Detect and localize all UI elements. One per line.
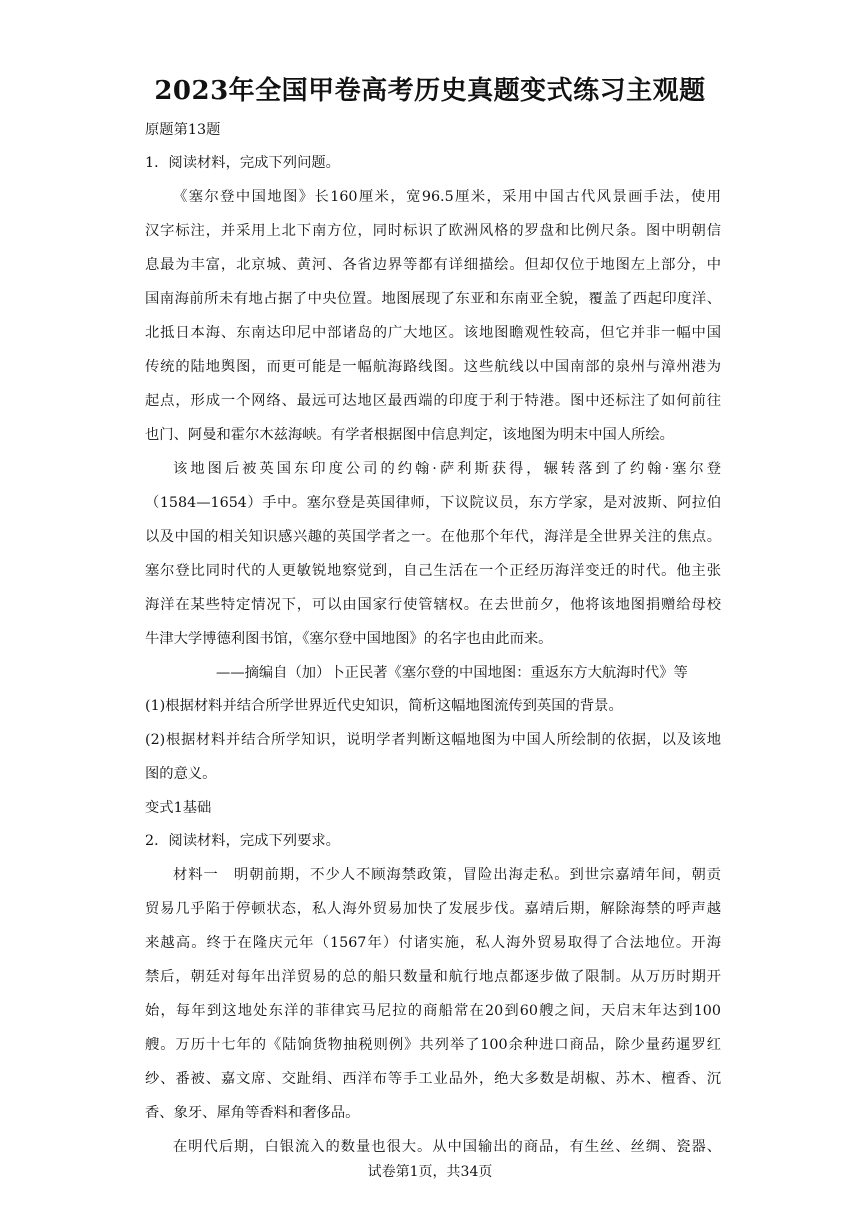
page-footer: 试卷第1页，共34页 (367, 1164, 493, 1180)
q2-p1-line: 纱、番被、嘉文席、交趾绢、西洋布等手工业品外，绝大多数是胡椒、苏木、檀香、沉 (145, 1071, 721, 1087)
q1-p2-line: 塞尔登比同时代的人更敏锐地察觉到，自己生活在一个正经历海洋变迁的时代。他主张 (145, 563, 721, 579)
q2-p1-line: 始，每年到这地处东洋的菲律宾马尼拉的商船常在20到60艘之间，天启末年达到100 (145, 1003, 721, 1019)
q2-p2-line: 在明代后期，白银流入的数量也很大。从中国输出的商品，有生丝、丝绸、瓷器、 (173, 1139, 721, 1155)
q2-p1-line: 香、象牙、犀角等香料和奢侈品。 (145, 1105, 360, 1121)
q1-p1-line: 也门、阿曼和霍尔木兹海峡。有学者根据图中信息判定，该地图为明末中国人所绘。 (145, 427, 674, 443)
q1-p2-line: 海洋在某些特定情况下，可以由国家行使管辖权。在去世前夕，他将该地图捐赠给母校 (145, 597, 721, 613)
q1-p1-line: 传统的陆地舆图，而更可能是一幅航海路线图。这些航线以中国南部的泉州与漳州港为 (145, 359, 721, 375)
q2-stem: 2．阅读材料，完成下列要求。 (145, 833, 340, 849)
q1-p1-line: 起点，形成一个网络、最远可达地区最西端的印度于利于特港。图中还标注了如何前往 (145, 393, 721, 409)
section-variant-heading: 变式1基础 (145, 800, 212, 816)
q1-p1-line: 北抵日本海、东南达印尼中部诸岛的广大地区。该地图瞻观性较高，但它并非一幅中国 (145, 325, 721, 341)
q1-p1-line: 汉字标注，并采用上北下南方位，同时标识了欧洲风格的罗盘和比例尺条。图中明朝信 (145, 223, 721, 239)
q1-p1-line: 国南海前所未有地占据了中央位置。地图展现了东亚和东南亚全貌，覆盖了西起印度洋、 (145, 291, 721, 307)
q1-subquestion-2-line: (2)根据材料并结合所学知识，说明学者判断这幅地图为中国人所绘制的依据，以及该地 (145, 732, 721, 748)
q1-subquestion-1: (1)根据材料并结合所学世界近代史知识，简析这幅地图流传到英国的背景。 (145, 698, 623, 714)
q2-p1-line: 贸易几乎陷于停顿状态，私人海外贸易加快了发展步伐。嘉靖后期，解除海禁的呼声越 (145, 901, 721, 917)
q1-source-citation: ——摘编自（加）卜正民著《塞尔登的中国地图：重返东方大航海时代》等 (216, 665, 688, 681)
q2-p1-line: 来越高。终于在隆庆元年（1567年）付诸实施，私人海外贸易取得了合法地位。开海 (145, 935, 721, 951)
q1-stem: 1．阅读材料，完成下列问题。 (145, 155, 340, 171)
q1-p2-line: 牛津大学博德利图书馆，《塞尔登中国地图》的名字也由此而来。 (145, 631, 553, 647)
q1-p2-line: 该地图后被英国东印度公司的约翰·萨利斯获得，辗转落到了约翰·塞尔登 (173, 461, 721, 477)
page-title: 2023年全国甲卷高考历史真题变式练习主观题 (154, 76, 706, 106)
q2-p1-line: 禁后，朝廷对每年出洋贸易的总的船只数量和航行地点都逐步做了限制。从万历时期开 (145, 969, 721, 985)
q1-p2-line: （1584—1654）手中。塞尔登是英国律师，下议院议员，东方学家，是对波斯、阿拉伯 (145, 495, 721, 511)
q2-p1-line: 材料一 明朝前期，不少人不顾海禁政策，冒险出海走私。到世宗嘉靖年间，朝贡 (173, 867, 721, 883)
q1-subquestion-2-line: 图的意义。 (145, 766, 217, 782)
q1-p1-line: 《塞尔登中国地图》长160厘米，宽96.5厘米，采用中国古代风景画手法，使用 (173, 189, 721, 205)
q2-p1-line: 艘。万历十七年的《陆饷货物抽税则例》共列举了100余种进口商品，除少量药暹罗红 (145, 1037, 721, 1053)
q1-p2-line: 以及中国的相关知识感兴趣的英国学者之一。在他那个年代，海洋是全世界关注的焦点。 (145, 529, 721, 545)
q1-p1-line: 息最为丰富，北京城、黄河、各省边界等都有详细描绘。但却仅位于地图左上部分，中 (145, 257, 721, 273)
section-original-heading: 原题第13题 (145, 122, 221, 138)
